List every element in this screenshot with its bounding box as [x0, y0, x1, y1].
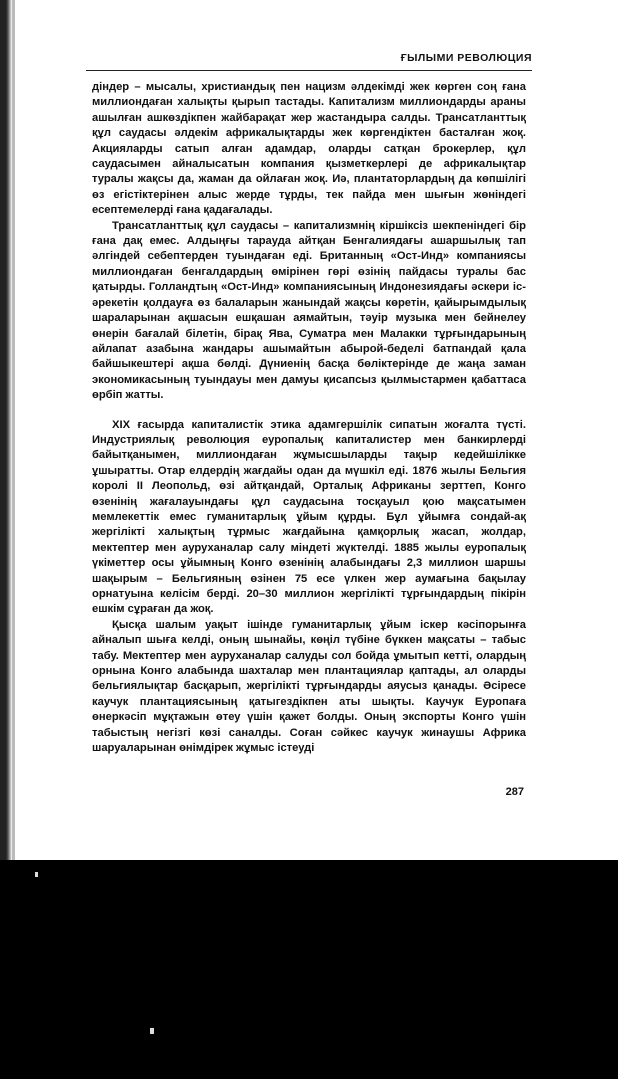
page-header	[86, 50, 532, 71]
scan-speck	[150, 1028, 154, 1034]
paragraph-3: XIX ғасырда капиталистік этика адамгершілік сипатын жоғалта түсті. Индустриялық революция еуропалық капиталистер мен банкирлерді байытқанымен, миллиондаған жұмысшыларды тақыр кедейшілікке ұшыратты. Отар елдердің жағдайы одан да мүшкіл еді. 1876 жылы Бельгия королі II Леопольд, өзі айтқандай, Орталық Африканы зерттеп, Конго өзенінің жағалауындағы құл саудасына тосқауыл қою мақсатымен мемлекеттік емес гуманитарлық ұйым құрды. Бұл ұйымға сондай-ақ жергілікті халықтың тұрмыс жағдайына қамқорлық жасап, жолдар, мектептер мен ауруханалар салу міндеті жүктелді. 1885 жылы еуропалық үкіметтер осы ұйымның Конго өзенінің алабындағы 2,3 миллион шаршы шақырым – Бельгияның өзінен 75 есе үлкен жер аумағына бақылау орнатуына келісім берді. 20–30 миллион жергілікті тұрғындардың пікірін ешкім сұраған да жоқ.	[92, 418, 526, 616]
page-body	[92, 80, 526, 756]
running-title: ҒЫЛЫМИ РЕВОЛЮЦИЯ	[400, 52, 532, 64]
page-number: 287	[505, 786, 524, 798]
paragraph-1: діндер – мысалы, христиандық пен нацизм әлдекімді жек көрген соң ғана миллиондаған халықты қырып тастады. Капитализм миллиондарды араны ашылған ашкөздікпен жайбарақат жер жастандыра салды. Трансатланттық құл саудасы әлдекім африкалықтарды жек көргендіктен басталған жоқ. Акцияларды сатып алған адамдар, оларды сатқан брокерлер, құл саудасымен айналысатын компания қызметкерлері де африкалықтар туралы жақсы да, жаман да ойлаған жоқ. Иә, плантаторлардың да көпшілігі өз егістіктерінен алыс жерде тұрды, тек пайда мен шығын жөніндегі есептемелерді ғана қадағалады.	[92, 81, 526, 217]
paragraph-4: Қысқа шалым уақыт ішінде гуманитарлық ұйым іскер кәсіпорынға айналып шыға келді, оның шынайы, көңіл түбіне бүккен мақсаты – табыс табу. Мектептер мен ауруханалар салуды сол бойда ұмытып кетті, олардың орнына Конго алабында шахталар мен плантациялар қаптады, ал оларды бельгиялықтар басқарып, жергілікті тұрғындарды аяусыз қанады. Әсіресе каучук плантациясының қатыгездікпен аты шықты. Каучук Еуропаға өнеркәсіп мұқтажын өтеу үшін қажет болды. Оның экспорты Конго үшін табыстың негізгі көзі саналды. Соған сәйкес каучук жинаушы Африка шаруаларынан өнімдірек жұмыс істеуді	[92, 618, 526, 755]
scan-edge-line	[12, 0, 15, 860]
scan-speck	[35, 872, 38, 877]
paragraph-2: Трансатланттық құл саудасы – капитализмнің кіршіксіз шекпеніндегі бір ғана дақ емес. Алдыңғы тарауда айтқан Бенгалиядағы ашаршылық тап әлгіндей себептерден туындаған еді. Британның «Ост-Инд» компаниясы миллиондаған бенгалдардың өмірінен гөрі өзінің пайдасы туралы бас қатырды. Голландтың «Ост-Инд» компаниясының Индонезиядағы әскери іс-әрекетін қолдауға өз балаларын жанындай жақсы көретін, қайырымдылық шараларынан ақшасын ешқашан аямайтын, тәуір музыка мен бейнелеу өнерін бағалай білетін, бірақ Ява, Суматра мен Малакки тұрғындарының айлапат азабына жандары ашымайтын абырой-беделі батпандай қала байшыкештері ақша бөлді. Дүниенің басқа бөліктерінде де жаңа заман экономикасының туындауы мен дамуы қисапсыз қылмыстармен қабаттаса өрбіп жатты.	[92, 219, 526, 402]
scan-dark-area	[0, 860, 618, 1079]
scan-edge-shadow	[0, 0, 12, 860]
